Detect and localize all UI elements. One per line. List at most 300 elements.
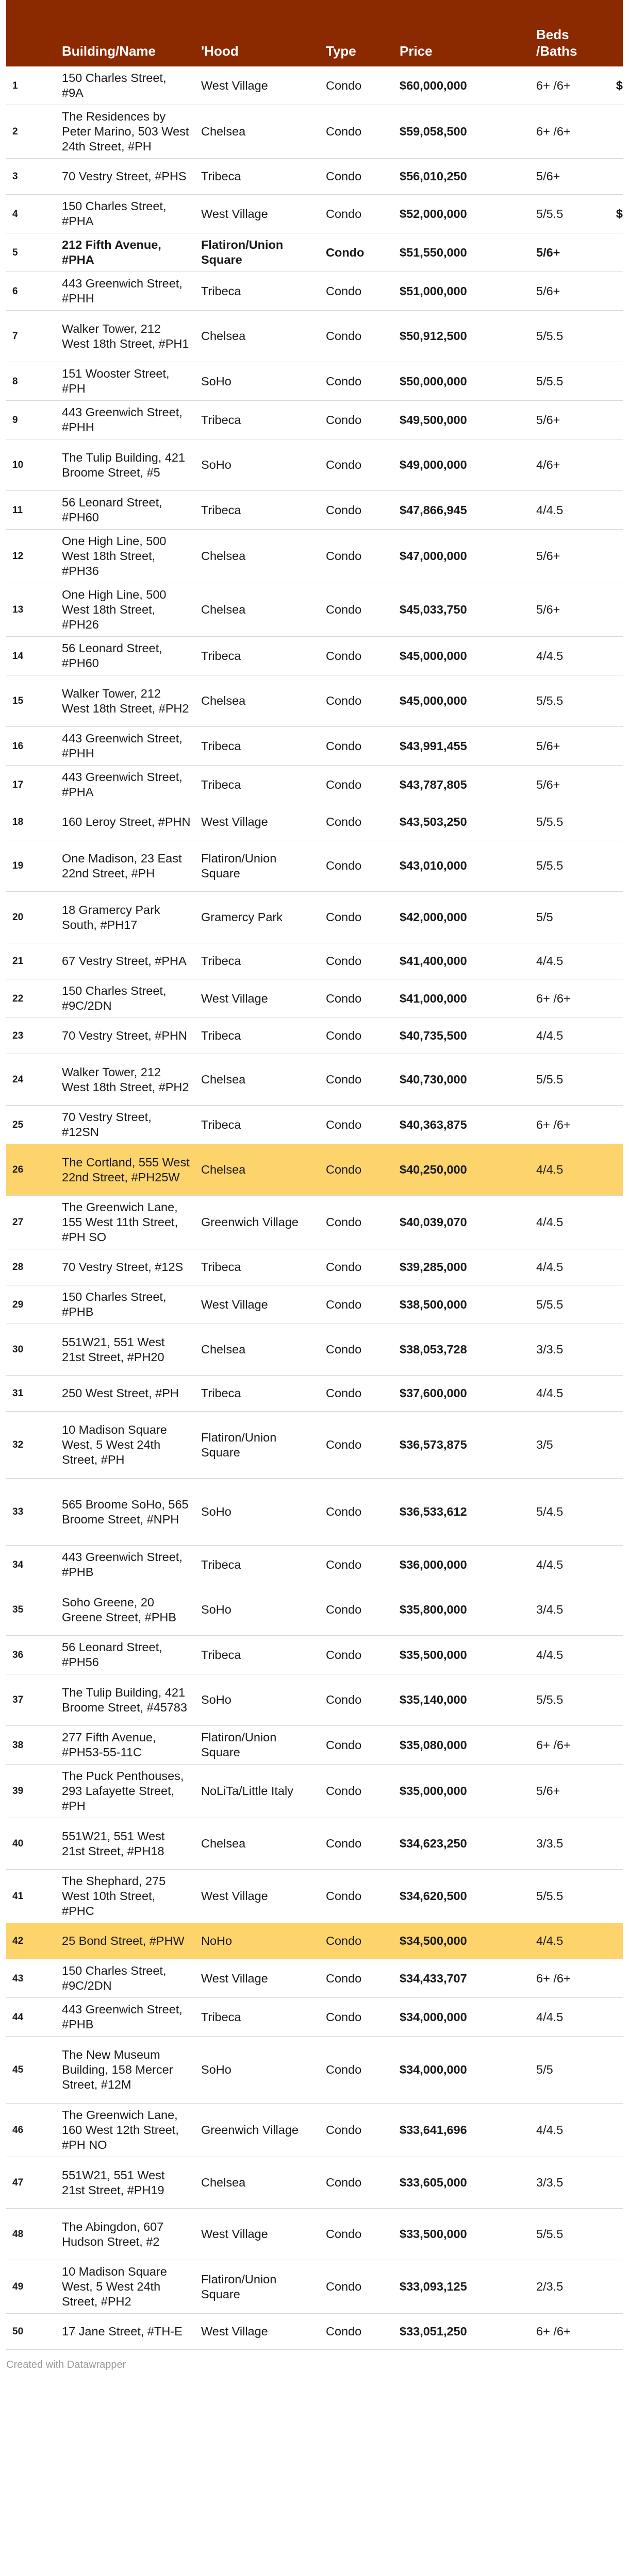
- cell-beds: 4/4.5: [531, 1249, 616, 1285]
- cell-type: Condo: [321, 840, 394, 892]
- cell-extra: [616, 637, 623, 675]
- cell-type: Condo: [321, 2037, 394, 2104]
- cell-price: $36,533,612: [394, 1479, 531, 1546]
- cell-price: $34,000,000: [394, 1998, 531, 2037]
- cell-beds: 2/3.5: [531, 2260, 616, 2314]
- cell-building: The Tulip Building, 421 Broome Street, #5: [57, 439, 196, 491]
- table-row: [6, 272, 623, 311]
- sales-table: [6, 0, 623, 2350]
- cell-type: Condo: [321, 1818, 394, 1870]
- cell-type: Condo: [321, 2209, 394, 2260]
- table-row: [6, 1923, 623, 1959]
- cell-rank: 41: [6, 1870, 57, 1923]
- cell-extra: [616, 1018, 623, 1054]
- cell-type: Condo: [321, 1018, 394, 1054]
- cell-price: $34,500,000: [394, 1923, 531, 1959]
- cell-extra: [616, 583, 623, 637]
- cell-building: One High Line, 500 West 18th Street, #PH36: [57, 530, 196, 583]
- cell-rank: 39: [6, 1765, 57, 1818]
- cell-beds: 3/3.5: [531, 1818, 616, 1870]
- cell-beds: 5/5.5: [531, 1285, 616, 1324]
- header-extra: [616, 0, 623, 66]
- cell-hood: Tribeca: [196, 272, 321, 311]
- cell-extra: [616, 233, 623, 272]
- cell-extra: [616, 2157, 623, 2209]
- cell-type: Condo: [321, 105, 394, 159]
- cell-building: 25 Bond Street, #PHW: [57, 1923, 196, 1959]
- cell-beds: 4/4.5: [531, 1376, 616, 1412]
- cell-rank: 27: [6, 1196, 57, 1249]
- cell-price: $45,033,750: [394, 583, 531, 637]
- cell-price: $35,000,000: [394, 1765, 531, 1818]
- cell-beds: 5/5.5: [531, 362, 616, 401]
- table-row: [6, 1636, 623, 1674]
- cell-rank: 16: [6, 727, 57, 766]
- table-row: [6, 530, 623, 583]
- cell-building: Walker Tower, 212 West 18th Street, #PH2: [57, 1054, 196, 1106]
- cell-price: $45,000,000: [394, 675, 531, 727]
- cell-hood: Chelsea: [196, 2157, 321, 2209]
- cell-rank: 23: [6, 1018, 57, 1054]
- cell-rank: 36: [6, 1636, 57, 1674]
- cell-hood: West Village: [196, 2209, 321, 2260]
- cell-type: Condo: [321, 439, 394, 491]
- table-row: [6, 727, 623, 766]
- cell-beds: 4/4.5: [531, 2104, 616, 2157]
- cell-beds: 5/5.5: [531, 311, 616, 362]
- cell-building: The Greenwich Lane, 155 West 11th Street, #PH SO: [57, 1196, 196, 1249]
- cell-type: Condo: [321, 362, 394, 401]
- cell-rank: 48: [6, 2209, 57, 2260]
- cell-hood: SoHo: [196, 1479, 321, 1546]
- cell-hood: Tribeca: [196, 159, 321, 195]
- header-price[interactable]: Price: [394, 0, 531, 66]
- cell-extra: [616, 1376, 623, 1412]
- cell-extra: [616, 1584, 623, 1636]
- table-row: [6, 66, 623, 105]
- cell-type: Condo: [321, 1479, 394, 1546]
- cell-hood: Flatiron/Union Square: [196, 1726, 321, 1765]
- table-row: [6, 1106, 623, 1144]
- cell-price: $43,503,250: [394, 804, 531, 840]
- cell-rank: 38: [6, 1726, 57, 1765]
- cell-type: Condo: [321, 2260, 394, 2314]
- cell-type: Condo: [321, 491, 394, 530]
- cell-rank: 33: [6, 1479, 57, 1546]
- cell-price: $43,010,000: [394, 840, 531, 892]
- cell-hood: Tribeca: [196, 1998, 321, 2037]
- cell-price: $51,550,000: [394, 233, 531, 272]
- table-row: [6, 1959, 623, 1998]
- cell-rank: 17: [6, 766, 57, 804]
- header-building[interactable]: Building/Name: [57, 0, 196, 66]
- cell-extra: [616, 2260, 623, 2314]
- cell-type: Condo: [321, 2104, 394, 2157]
- cell-beds: 4/4.5: [531, 1923, 616, 1959]
- cell-building: 150 Charles Street, #9A: [57, 66, 196, 105]
- cell-type: Condo: [321, 727, 394, 766]
- header-hood[interactable]: 'Hood: [196, 0, 321, 66]
- table-row: [6, 766, 623, 804]
- cell-hood: Chelsea: [196, 583, 321, 637]
- cell-price: $51,000,000: [394, 272, 531, 311]
- cell-hood: Tribeca: [196, 637, 321, 675]
- cell-building: 443 Greenwich Street, #PHH: [57, 272, 196, 311]
- cell-price: $41,000,000: [394, 979, 531, 1018]
- table-row: [6, 1584, 623, 1636]
- cell-type: Condo: [321, 2314, 394, 2350]
- cell-beds: 4/4.5: [531, 1546, 616, 1584]
- cell-building: Soho Greene, 20 Greene Street, #PHB: [57, 1584, 196, 1636]
- cell-hood: Greenwich Village: [196, 1196, 321, 1249]
- cell-type: Condo: [321, 979, 394, 1018]
- cell-building: The Residences by Peter Marino, 503 West 24th Street, #PH: [57, 105, 196, 159]
- cell-price: $34,620,500: [394, 1870, 531, 1923]
- cell-type: Condo: [321, 1196, 394, 1249]
- cell-type: Condo: [321, 1546, 394, 1584]
- cell-beds: 5/6+: [531, 159, 616, 195]
- cell-price: $33,093,125: [394, 2260, 531, 2314]
- cell-rank: 49: [6, 2260, 57, 2314]
- cell-price: $35,800,000: [394, 1584, 531, 1636]
- cell-building: The Greenwich Lane, 160 West 12th Street, #PH NO: [57, 2104, 196, 2157]
- cell-price: $47,866,945: [394, 491, 531, 530]
- table-row: [6, 1249, 623, 1285]
- cell-extra: [616, 1412, 623, 1479]
- cell-type: Condo: [321, 804, 394, 840]
- cell-building: 443 Greenwich Street, #PHB: [57, 1998, 196, 2037]
- table-row: [6, 979, 623, 1018]
- table-row: [6, 1412, 623, 1479]
- cell-beds: 6+ /6+: [531, 1959, 616, 1998]
- cell-rank: 46: [6, 2104, 57, 2157]
- cell-type: Condo: [321, 583, 394, 637]
- cell-building: 67 Vestry Street, #PHA: [57, 943, 196, 979]
- cell-hood: SoHo: [196, 362, 321, 401]
- cell-building: 551W21, 551 West 21st Street, #PH19: [57, 2157, 196, 2209]
- cell-rank: 14: [6, 637, 57, 675]
- cell-extra: [616, 2037, 623, 2104]
- table-row: [6, 583, 623, 637]
- header-beds[interactable]: Beds /Baths: [531, 0, 616, 66]
- cell-rank: 45: [6, 2037, 57, 2104]
- cell-type: Condo: [321, 1249, 394, 1285]
- cell-price: $38,500,000: [394, 1285, 531, 1324]
- cell-beds: 5/4.5: [531, 1479, 616, 1546]
- cell-beds: 5/6+: [531, 401, 616, 439]
- cell-type: Condo: [321, 1765, 394, 1818]
- cell-building: 56 Leonard Street, #PH56: [57, 1636, 196, 1674]
- cell-type: Condo: [321, 766, 394, 804]
- cell-extra: [616, 943, 623, 979]
- cell-beds: 4/4.5: [531, 1196, 616, 1249]
- cell-building: The Tulip Building, 421 Broome Street, #45783: [57, 1674, 196, 1726]
- cell-rank: 1: [6, 66, 57, 105]
- cell-price: $50,912,500: [394, 311, 531, 362]
- cell-price: $34,000,000: [394, 2037, 531, 2104]
- cell-beds: 4/4.5: [531, 1998, 616, 2037]
- cell-price: $42,000,000: [394, 892, 531, 943]
- cell-price: $59,058,500: [394, 105, 531, 159]
- cell-beds: 4/4.5: [531, 637, 616, 675]
- cell-extra: [616, 272, 623, 311]
- table-row: [6, 1018, 623, 1054]
- cell-building: 151 Wooster Street, #PH: [57, 362, 196, 401]
- table-row: [6, 2260, 623, 2314]
- cell-rank: 26: [6, 1144, 57, 1196]
- cell-extra: [616, 979, 623, 1018]
- table-row: [6, 840, 623, 892]
- cell-extra: [616, 1054, 623, 1106]
- cell-hood: Tribeca: [196, 1018, 321, 1054]
- cell-type: Condo: [321, 401, 394, 439]
- cell-beds: 5/5.5: [531, 675, 616, 727]
- cell-price: $40,735,500: [394, 1018, 531, 1054]
- cell-type: Condo: [321, 66, 394, 105]
- table-row: [6, 401, 623, 439]
- cell-rank: 32: [6, 1412, 57, 1479]
- cell-extra: [616, 766, 623, 804]
- cell-beds: 6+ /6+: [531, 2314, 616, 2350]
- cell-type: Condo: [321, 530, 394, 583]
- cell-extra: [616, 105, 623, 159]
- cell-building: The Puck Penthouses, 293 Lafayette Street, #PH: [57, 1765, 196, 1818]
- cell-hood: SoHo: [196, 439, 321, 491]
- cell-building: 212 Fifth Avenue, #PHA: [57, 233, 196, 272]
- cell-beds: 5/5.5: [531, 1674, 616, 1726]
- cell-building: 150 Charles Street, #9C/2DN: [57, 1959, 196, 1998]
- cell-type: Condo: [321, 1959, 394, 1998]
- cell-type: Condo: [321, 2157, 394, 2209]
- cell-hood: Chelsea: [196, 530, 321, 583]
- cell-beds: 5/6+: [531, 583, 616, 637]
- table-row: [6, 2157, 623, 2209]
- cell-rank: 25: [6, 1106, 57, 1144]
- cell-building: The New Museum Building, 158 Mercer Street, #12M: [57, 2037, 196, 2104]
- cell-price: $50,000,000: [394, 362, 531, 401]
- cell-building: 70 Vestry Street, #PHN: [57, 1018, 196, 1054]
- cell-extra: [616, 1249, 623, 1285]
- cell-type: Condo: [321, 1376, 394, 1412]
- table-row: [6, 159, 623, 195]
- cell-building: Walker Tower, 212 West 18th Street, #PH2: [57, 675, 196, 727]
- cell-hood: Tribeca: [196, 1376, 321, 1412]
- cell-type: Condo: [321, 943, 394, 979]
- cell-beds: 3/3.5: [531, 2157, 616, 2209]
- cell-type: Condo: [321, 1106, 394, 1144]
- cell-beds: 5/5.5: [531, 1054, 616, 1106]
- cell-rank: 40: [6, 1818, 57, 1870]
- cell-extra: [616, 892, 623, 943]
- cell-hood: Chelsea: [196, 1324, 321, 1376]
- cell-building: 443 Greenwich Street, #PHB: [57, 1546, 196, 1584]
- cell-price: $35,080,000: [394, 1726, 531, 1765]
- cell-price: $60,000,000: [394, 66, 531, 105]
- cell-rank: 19: [6, 840, 57, 892]
- cell-hood: SoHo: [196, 1674, 321, 1726]
- cell-price: $43,787,805: [394, 766, 531, 804]
- cell-hood: SoHo: [196, 1584, 321, 1636]
- cell-hood: Tribeca: [196, 401, 321, 439]
- cell-price: $47,000,000: [394, 530, 531, 583]
- cell-hood: Tribeca: [196, 1106, 321, 1144]
- table-row: [6, 311, 623, 362]
- cell-beds: 5/5.5: [531, 840, 616, 892]
- table-row: [6, 362, 623, 401]
- cell-beds: 4/4.5: [531, 1636, 616, 1674]
- cell-extra: [616, 362, 623, 401]
- cell-rank: 2: [6, 105, 57, 159]
- table-row: [6, 1144, 623, 1196]
- cell-extra: [616, 159, 623, 195]
- cell-beds: 5/6+: [531, 1765, 616, 1818]
- table-row: [6, 1998, 623, 2037]
- table-row: [6, 804, 623, 840]
- cell-hood: Chelsea: [196, 1818, 321, 1870]
- cell-type: Condo: [321, 1726, 394, 1765]
- cell-beds: 3/5: [531, 1412, 616, 1479]
- cell-hood: Tribeca: [196, 1636, 321, 1674]
- table-row: [6, 1285, 623, 1324]
- cell-price: $40,039,070: [394, 1196, 531, 1249]
- cell-hood: Flatiron/Union Square: [196, 2260, 321, 2314]
- cell-rank: 9: [6, 401, 57, 439]
- cell-extra: [616, 1546, 623, 1584]
- cell-extra: [616, 1818, 623, 1870]
- table-row: [6, 675, 623, 727]
- cell-price: $33,641,696: [394, 2104, 531, 2157]
- header-type[interactable]: Type: [321, 0, 394, 66]
- cell-extra: [616, 401, 623, 439]
- cell-extra: [616, 804, 623, 840]
- cell-price: $38,053,728: [394, 1324, 531, 1376]
- cell-rank: 4: [6, 195, 57, 233]
- cell-beds: 3/4.5: [531, 1584, 616, 1636]
- cell-building: 10 Madison Square West, 5 West 24th Street, #PH2: [57, 2260, 196, 2314]
- cell-rank: 18: [6, 804, 57, 840]
- cell-hood: West Village: [196, 66, 321, 105]
- cell-rank: 11: [6, 491, 57, 530]
- header-rank[interactable]: [6, 0, 57, 66]
- cell-extra: [616, 1106, 623, 1144]
- cell-type: Condo: [321, 195, 394, 233]
- cell-rank: 20: [6, 892, 57, 943]
- cell-extra: [616, 1998, 623, 2037]
- cell-building: 70 Vestry Street, #12SN: [57, 1106, 196, 1144]
- cell-extra: [616, 727, 623, 766]
- cell-extra: [616, 1959, 623, 1998]
- cell-hood: West Village: [196, 1870, 321, 1923]
- cell-building: 18 Gramercy Park South, #PH17: [57, 892, 196, 943]
- cell-price: $36,000,000: [394, 1546, 531, 1584]
- cell-rank: 13: [6, 583, 57, 637]
- cell-hood: West Village: [196, 1959, 321, 1998]
- cell-hood: Flatiron/Union Square: [196, 1412, 321, 1479]
- datawrapper-credit[interactable]: Created with Datawrapper: [6, 2359, 126, 2370]
- table-row: [6, 2209, 623, 2260]
- cell-rank: 21: [6, 943, 57, 979]
- cell-beds: 6+ /6+: [531, 1106, 616, 1144]
- cell-rank: 24: [6, 1054, 57, 1106]
- cell-building: 443 Greenwich Street, #PHH: [57, 727, 196, 766]
- cell-building: 443 Greenwich Street, #PHH: [57, 401, 196, 439]
- cell-price: $40,250,000: [394, 1144, 531, 1196]
- cell-rank: 22: [6, 979, 57, 1018]
- cell-hood: SoHo: [196, 2037, 321, 2104]
- table-row: [6, 1054, 623, 1106]
- cell-extra: [616, 530, 623, 583]
- cell-building: 150 Charles Street, #PHB: [57, 1285, 196, 1324]
- cell-extra: $: [616, 66, 623, 105]
- table-row: [6, 439, 623, 491]
- cell-rank: 28: [6, 1249, 57, 1285]
- cell-hood: Tribeca: [196, 943, 321, 979]
- cell-hood: West Village: [196, 1285, 321, 1324]
- cell-hood: NoHo: [196, 1923, 321, 1959]
- cell-beds: 4/4.5: [531, 1018, 616, 1054]
- cell-hood: Chelsea: [196, 1144, 321, 1196]
- cell-price: $49,500,000: [394, 401, 531, 439]
- cell-hood: Flatiron/Union Square: [196, 840, 321, 892]
- cell-beds: 5/6+: [531, 530, 616, 583]
- cell-type: Condo: [321, 1285, 394, 1324]
- cell-price: $56,010,250: [394, 159, 531, 195]
- table-row: [6, 1726, 623, 1765]
- cell-rank: 3: [6, 159, 57, 195]
- table-row: [6, 105, 623, 159]
- table-row: [6, 2037, 623, 2104]
- cell-rank: 10: [6, 439, 57, 491]
- cell-hood: Tribeca: [196, 766, 321, 804]
- cell-building: The Abingdon, 607 Hudson Street, #2: [57, 2209, 196, 2260]
- cell-rank: 35: [6, 1584, 57, 1636]
- cell-price: $45,000,000: [394, 637, 531, 675]
- cell-price: $52,000,000: [394, 195, 531, 233]
- cell-price: $34,433,707: [394, 1959, 531, 1998]
- cell-rank: 15: [6, 675, 57, 727]
- cell-hood: Flatiron/Union Square: [196, 233, 321, 272]
- cell-building: 150 Charles Street, #PHA: [57, 195, 196, 233]
- cell-building: One High Line, 500 West 18th Street, #PH26: [57, 583, 196, 637]
- table-row: [6, 1674, 623, 1726]
- cell-extra: [616, 1285, 623, 1324]
- cell-price: $36,573,875: [394, 1412, 531, 1479]
- cell-beds: 4/4.5: [531, 943, 616, 979]
- cell-beds: 5/6+: [531, 727, 616, 766]
- cell-type: Condo: [321, 311, 394, 362]
- cell-type: Condo: [321, 1584, 394, 1636]
- cell-beds: 3/3.5: [531, 1324, 616, 1376]
- cell-beds: 5/6+: [531, 766, 616, 804]
- table-row: [6, 637, 623, 675]
- cell-building: 250 West Street, #PH: [57, 1376, 196, 1412]
- table-row: [6, 491, 623, 530]
- cell-beds: 6+ /6+: [531, 979, 616, 1018]
- cell-price: $41,400,000: [394, 943, 531, 979]
- cell-beds: 4/4.5: [531, 1144, 616, 1196]
- cell-extra: [616, 1726, 623, 1765]
- cell-rank: 29: [6, 1285, 57, 1324]
- cell-rank: 44: [6, 1998, 57, 2037]
- cell-hood: Tribeca: [196, 491, 321, 530]
- cell-rank: 6: [6, 272, 57, 311]
- table-row: [6, 1818, 623, 1870]
- cell-beds: 6+ /6+: [531, 1726, 616, 1765]
- cell-building: The Cortland, 555 West 22nd Street, #PH25W: [57, 1144, 196, 1196]
- cell-building: The Shephard, 275 West 10th Street, #PHC: [57, 1870, 196, 1923]
- cell-type: Condo: [321, 1674, 394, 1726]
- cell-rank: 42: [6, 1923, 57, 1959]
